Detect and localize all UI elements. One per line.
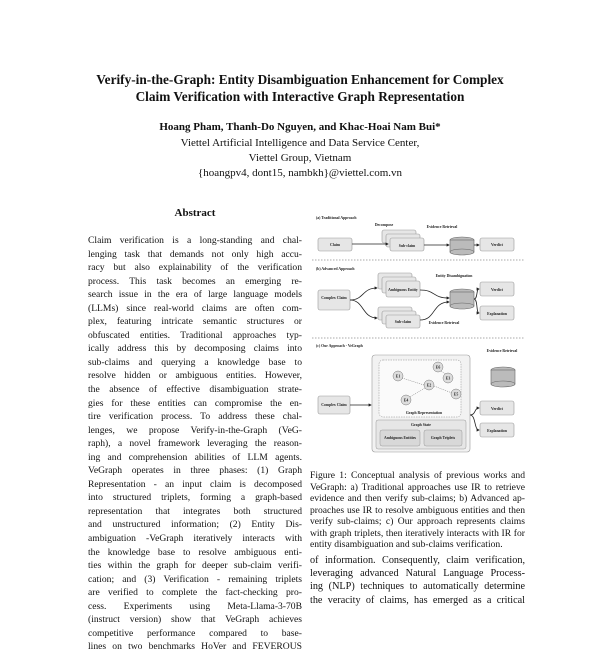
svg-text:Complex Claim: Complex Claim bbox=[321, 296, 347, 300]
svg-text:Ambiguous Entities: Ambiguous Entities bbox=[384, 436, 416, 440]
text-line: lines on two benchmarks HoVer and FEVEROUS bbox=[88, 641, 302, 653]
text-line: cation; and (3) Verification - remaining triplets bbox=[88, 573, 302, 585]
body-text bbox=[310, 554, 525, 607]
abstract-heading: Abstract bbox=[174, 207, 216, 219]
text-line: Claim verification is a long-standing and chal- bbox=[88, 235, 302, 246]
text-line: VeGraph operates in three phases: (1) Graph bbox=[88, 465, 302, 477]
text-line: tire verification process. To address these chal- bbox=[88, 411, 302, 423]
text-line: representation that integrates both structured bbox=[88, 505, 302, 517]
text-line: sub-claims and querying a knowledge base to bbox=[88, 356, 302, 368]
svg-text:Ambiguous Entity: Ambiguous Entity bbox=[388, 288, 418, 292]
affiliation: Viettel Artificial Intelligence and Data Service Center, Viettel Group, Vietnam {hoangpv4, dont15, nambkh}@viettel.com.vn bbox=[180, 137, 420, 179]
svg-text:Verdict: Verdict bbox=[491, 243, 503, 247]
text-line: proaches use IR to resolve ambiguous entities and then bbox=[310, 504, 525, 516]
svg-text:Explanation: Explanation bbox=[487, 312, 507, 316]
svg-text:Complex Claim: Complex Claim bbox=[321, 403, 347, 407]
svg-text:Explanation: Explanation bbox=[487, 429, 507, 433]
svg-text:Evidence Retrieval: Evidence Retrieval bbox=[428, 321, 460, 325]
text-line: cess. Experiments using Meta-Llama-3-70B bbox=[88, 600, 302, 612]
svg-text:Graph Triplets: Graph Triplets bbox=[430, 436, 456, 440]
text-line: raph), a novel framework leveraging the reason- bbox=[88, 438, 302, 450]
paper-title: Verify-in-the-Graph: Entity Disambiguation Enhancement for Complex Claim Verification with Interactive Graph Representation bbox=[96, 72, 504, 104]
text-line: the veracity of claims, has emerged as a critical bbox=[310, 594, 525, 606]
fig-label-c: (c) Our Approach - VeGraph bbox=[316, 344, 363, 348]
text-line: VeGraph: a) Traditional approaches use IR to retrieve bbox=[310, 481, 525, 493]
text-line: the knowledge base to resolve ambiguous enti- bbox=[88, 546, 302, 558]
svg-text:Sub-claim: Sub-claim bbox=[398, 244, 416, 248]
text-line: search issue in the era of large language models bbox=[88, 289, 302, 301]
text-line: lenging task that demands not only high accu- bbox=[88, 248, 302, 260]
text-line: lenges, we propose Verify-in-the-Graph (VeG- bbox=[88, 424, 302, 436]
text-line: resolve hidden or ambiguous entities. However, bbox=[88, 370, 302, 382]
svg-text:Verdict: Verdict bbox=[491, 288, 503, 292]
fig-label-a: (a) Traditional Approach bbox=[316, 216, 357, 220]
text-line: gies for these entities can compromise the en- bbox=[88, 397, 302, 409]
text-line: are verified to complete the fact-checking pro- bbox=[88, 587, 302, 599]
svg-text:E1: E1 bbox=[395, 374, 401, 379]
svg-text:E4: E4 bbox=[403, 398, 409, 403]
figure-caption bbox=[310, 470, 525, 551]
text-line: of information. Consequently, claim verification, bbox=[310, 555, 525, 566]
authors: Hoang Pham, Thanh-Do Nguyen, and Khac-Hoai Nam Bui* bbox=[159, 121, 441, 133]
figure-1 bbox=[312, 210, 524, 465]
svg-text:Graph Representation: Graph Representation bbox=[405, 411, 443, 415]
text-line: ambiguation -VeGraph iteratively interacts with bbox=[88, 533, 302, 545]
svg-text:E5: E5 bbox=[453, 392, 459, 397]
svg-text:Evidence Retrieval: Evidence Retrieval bbox=[486, 349, 518, 353]
svg-text:Verdict: Verdict bbox=[491, 407, 503, 411]
svg-text:Decompose: Decompose bbox=[374, 223, 394, 227]
text-line: competitive performance compared to base- bbox=[88, 627, 302, 639]
svg-text:E6: E6 bbox=[435, 365, 441, 370]
fig-label-b: (b) Advanced Approach bbox=[316, 267, 355, 271]
text-line: (LLMs) since real-world claims are often com- bbox=[88, 302, 302, 314]
text-line: Figure 1: Conceptual analysis of previous works and bbox=[310, 470, 525, 481]
svg-text:Claim: Claim bbox=[330, 243, 340, 247]
text-line: evidence and then verify sub-claims; b) Advanced ap- bbox=[310, 493, 525, 504]
svg-text:E3: E3 bbox=[445, 376, 451, 381]
text-line: the absence of effective disambiguation strate- bbox=[88, 384, 302, 396]
text-line: ing and comprehension abilities of LLM agents. bbox=[88, 451, 302, 463]
svg-text:Entity Disambiguation: Entity Disambiguation bbox=[435, 274, 473, 278]
text-line: plex, featuring intricate semantic structures or bbox=[88, 316, 302, 328]
text-line: into structured triplets, forming a graph-based bbox=[88, 492, 302, 504]
text-line: with graph triplets, then iteratively interacts with IR for bbox=[310, 527, 525, 539]
text-line: entity disambiguation and sub-claims verification. bbox=[310, 539, 503, 550]
text-line: ically address this by decomposing claims into bbox=[88, 343, 302, 355]
abstract-body bbox=[88, 234, 302, 654]
text-line: (instruct version) show that VeGraph achieves bbox=[88, 614, 302, 626]
text-line: ties within the graph for deeper sub-claim verifi- bbox=[88, 560, 302, 572]
text-line: ing (NLP) techniques to automatically determine bbox=[310, 581, 525, 593]
svg-text:Graph State: Graph State bbox=[411, 423, 431, 427]
text-line: Representation - an input claim is decomposed bbox=[88, 478, 302, 490]
svg-text:Sub-claim: Sub-claim bbox=[394, 320, 412, 324]
text-line: obfuscated entities. Traditional approaches typ- bbox=[88, 329, 302, 341]
text-line: racy but also explainability of the verification bbox=[88, 262, 302, 274]
text-line: and unstructured information; (2) Entity Dis- bbox=[88, 519, 302, 531]
text-line: verify sub-claims; c) Our approach represents claims bbox=[310, 516, 525, 527]
svg-text:Evidence Retrieval: Evidence Retrieval bbox=[426, 225, 458, 229]
svg-text:E2: E2 bbox=[426, 383, 432, 388]
text-line: leveraging advanced Natural Language Process- bbox=[310, 568, 525, 580]
text-line: process. This task becomes an emerging re- bbox=[88, 275, 302, 287]
